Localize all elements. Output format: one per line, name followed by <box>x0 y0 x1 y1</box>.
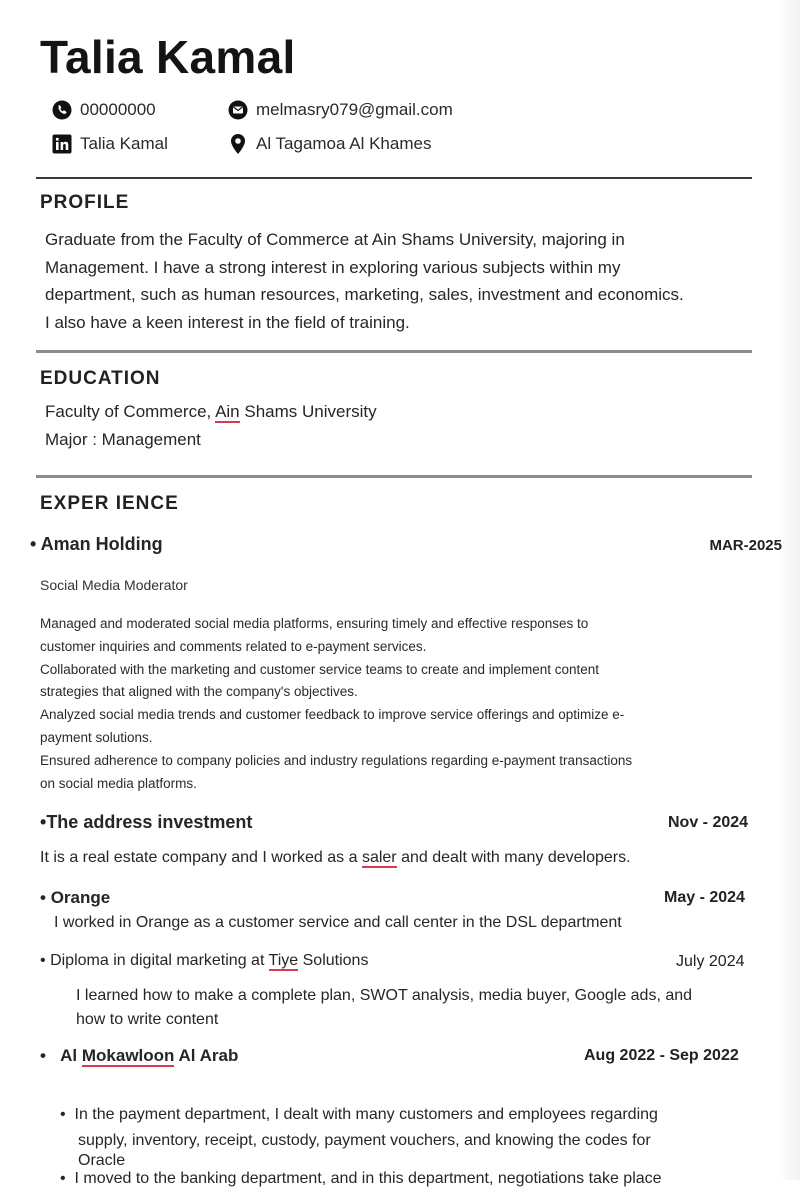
education-school-spellmark: Ain <box>215 402 240 421</box>
job-date: Nov - 2024 <box>668 814 749 831</box>
job-desc-line: payment solutions. <box>40 729 153 745</box>
candidate-name: Talia Kamal <box>40 31 296 83</box>
job-desc-line: strategies that aligned with the company's objectives. <box>40 684 358 700</box>
page-edge-shadow <box>778 0 800 1180</box>
education-school <box>45 402 377 422</box>
job-desc-line: on social media platforms. <box>40 775 197 791</box>
job-bullets <box>60 1102 662 1192</box>
linkedin-icon <box>52 134 72 154</box>
job-bullet-text: I moved to the banking department, and in this department, negotiations take place <box>74 1170 662 1187</box>
email-address: melmasry079@gmail.com <box>256 100 453 119</box>
job-description <box>76 984 692 1032</box>
job-desc-line: Analyzed social media trends and customer feedback to improve service offerings and optimize e- <box>40 707 625 723</box>
bullet: • <box>40 952 46 969</box>
education-major: Major : Management <box>45 430 201 449</box>
job-desc-text: It is a real estate company and I worked as a <box>40 849 362 866</box>
job-description <box>40 613 770 795</box>
phone-number: 00000000 <box>80 100 156 119</box>
job-desc-line: how to write content <box>76 1011 219 1028</box>
bullet: • <box>60 1106 75 1123</box>
bullet: • <box>40 888 46 907</box>
job-company <box>40 888 110 908</box>
phone-icon <box>52 100 72 120</box>
job-date: May - 2024 <box>664 889 745 906</box>
profile-heading: PROFILE <box>40 192 130 213</box>
job-company-name: Diploma in digital marketing at <box>50 952 269 969</box>
education-heading: EDUCATION <box>40 368 161 389</box>
job-company <box>40 1046 238 1066</box>
profile-divider <box>36 350 752 353</box>
job-description: I worked in Orange as a customer service and call center in the DSL department <box>54 914 622 931</box>
bullet: • <box>40 812 47 832</box>
job-company <box>40 812 252 833</box>
linkedin-contact <box>52 134 168 154</box>
profile-line: Graduate from the Faculty of Commerce at Ain Shams University, majoring in <box>45 230 625 249</box>
job-company-spellmark: Tiye <box>268 952 299 969</box>
job-bullet-cont: Oracle <box>78 1152 126 1169</box>
job-description <box>40 849 631 867</box>
job-desc-line: I learned how to make a complete plan, SWOT analysis, media buyer, Google ads, and <box>76 987 693 1004</box>
job-bullet-cont: supply, inventory, receipt, custody, payment vouchers, and knowing the codes for <box>78 1132 651 1149</box>
profile-line: Management. I have a strong interest in exploring various subjects within my <box>45 257 621 277</box>
job-company <box>40 952 368 970</box>
job-company <box>30 534 163 555</box>
job-company-name: The address investment <box>46 812 253 832</box>
job-desc-line: Ensured adherence to company policies and industry regulations regarding e-payment transactions <box>40 752 633 768</box>
job-company-name: Orange <box>50 888 111 907</box>
job-date: Aug 2022 - Sep 2022 <box>584 1047 739 1064</box>
profile-text <box>45 226 765 336</box>
location-contact <box>228 134 431 154</box>
phone-contact <box>52 100 156 120</box>
job-bullet-item <box>60 1102 662 1128</box>
bullet: • <box>40 1046 46 1065</box>
job-role: Social Media Moderator <box>40 577 188 593</box>
profile-line: department, such as human resources, marketing, sales, investment and economics. <box>45 285 684 304</box>
job-date: July 2024 <box>676 953 745 970</box>
job-desc-text-end: and dealt with many developers. <box>396 849 631 866</box>
bullet: • <box>60 1170 75 1187</box>
job-company-name: Al <box>60 1046 82 1065</box>
job-desc-line: customer inquiries and comments related to e-payment services. <box>40 638 427 654</box>
job-company-name-end: Al Arab <box>174 1046 239 1065</box>
experience-heading: EXPER IENCE <box>40 493 179 514</box>
profile-line: I also have a keen interest in the field of training. <box>45 312 410 332</box>
linkedin-name: Talia Kamal <box>80 134 168 153</box>
education-school-text: Faculty of Commerce, <box>45 402 216 421</box>
job-date: MAR-2025 <box>709 537 782 554</box>
location-text: Al Tagamoa Al Khames <box>256 134 432 153</box>
email-icon <box>228 100 248 120</box>
header-divider <box>36 177 752 179</box>
bullet: • <box>30 534 37 554</box>
job-company-name: Aman Holding <box>40 534 163 554</box>
email-contact <box>228 100 453 120</box>
job-bullet-item <box>60 1166 662 1192</box>
education-school-text-end: Shams University <box>239 402 377 421</box>
job-desc-line: Managed and moderated social media platforms, ensuring timely and effective responses to <box>40 616 589 631</box>
location-pin-icon <box>228 134 248 154</box>
job-desc-spellmark: saler <box>361 849 397 866</box>
job-desc-line: Collaborated with the marketing and customer service teams to create and implement content <box>40 661 600 677</box>
job-company-name-end: Solutions <box>298 952 369 969</box>
education-divider <box>36 475 752 478</box>
job-company-spellmark: Mokawloon <box>81 1046 175 1065</box>
job-bullet-text: In the payment department, I dealt with many customers and employees regarding <box>74 1106 658 1123</box>
